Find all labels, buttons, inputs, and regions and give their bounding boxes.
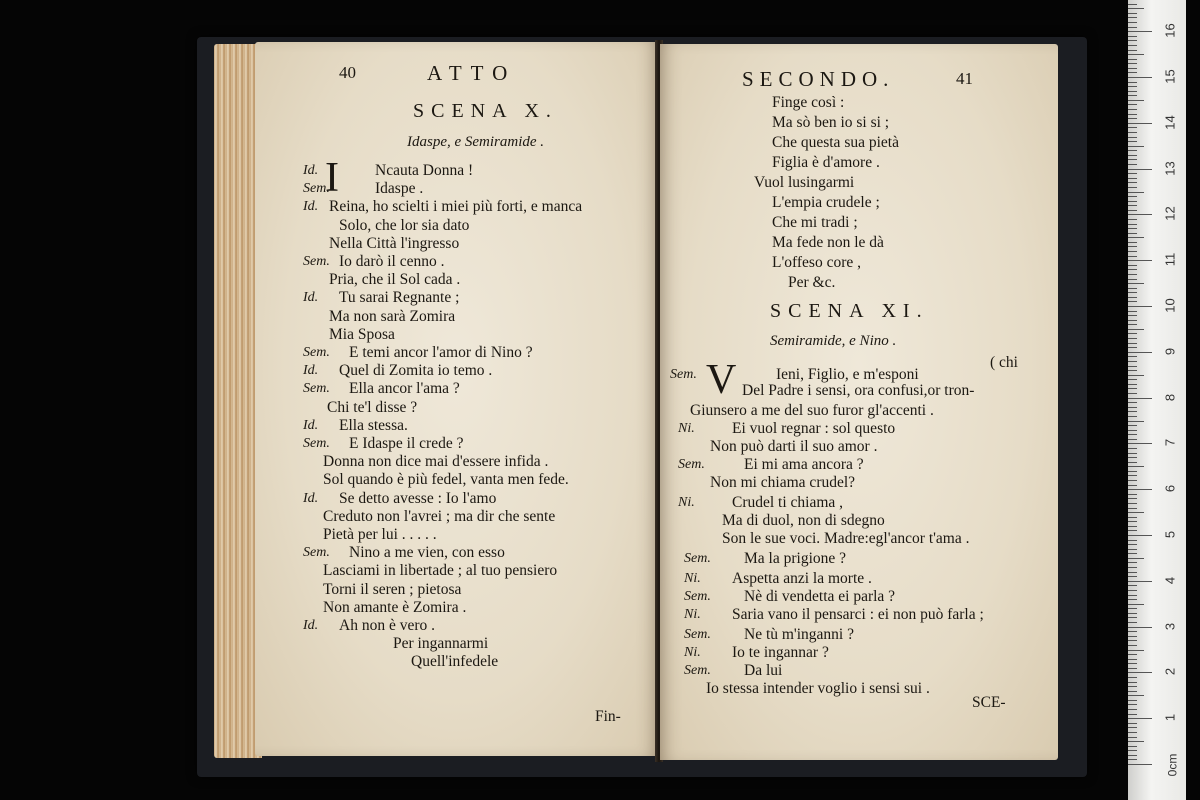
speaker-label: Ni. xyxy=(684,571,701,586)
ruler-tick xyxy=(1128,434,1137,435)
characters-right: Semiramide, e Nino . xyxy=(770,333,897,349)
ruler-tick xyxy=(1128,512,1144,513)
ruler-tick xyxy=(1128,581,1152,582)
ruler-tick xyxy=(1128,214,1152,215)
line-text: Reina, ho scielti i miei più forti, e manca xyxy=(329,198,583,216)
ruler-tick xyxy=(1128,622,1137,623)
catchword-right: SCE- xyxy=(972,694,1006,711)
scene-title-left: SCENA X. xyxy=(413,100,558,122)
ruler-tick xyxy=(1128,123,1152,124)
ruler-tick xyxy=(1128,205,1137,206)
ruler-tick xyxy=(1128,320,1137,321)
line-text: Io stessa intender voglio i sensi sui . xyxy=(706,680,930,697)
line-text: Io te ingannar ? xyxy=(732,644,829,661)
verse-line: Che questa sua pietà xyxy=(772,134,899,151)
line-text: Pria, che il Sol cada . xyxy=(329,271,461,289)
speaker-label: Sem. xyxy=(303,254,330,269)
scene-title-right: SCENA XI. xyxy=(770,300,929,322)
ruler-tick xyxy=(1128,695,1144,696)
ruler-tick xyxy=(1128,361,1137,362)
ruler-tick xyxy=(1128,72,1137,73)
speaker-label: Ni. xyxy=(678,421,695,436)
ruler-tick xyxy=(1128,343,1137,344)
ruler-tick xyxy=(1128,246,1137,247)
ruler-tick xyxy=(1128,613,1137,614)
verse-line: Vuol lusingarmi xyxy=(754,174,855,191)
characters-left: Idaspe, e Semiramide . xyxy=(407,134,545,150)
ruler-tick xyxy=(1128,118,1137,119)
ruler-tick xyxy=(1128,17,1137,18)
line-text: Idaspe . xyxy=(375,180,424,198)
verse-line: Figlia è d'amore . xyxy=(772,154,880,171)
ruler-tick xyxy=(1128,54,1144,55)
right-page xyxy=(660,44,1058,760)
line-text: Creduto non l'avrei ; ma dir che sente xyxy=(323,507,556,525)
speaker-label: Sem. xyxy=(684,627,711,642)
ruler-tick xyxy=(1128,704,1137,705)
ruler-tick xyxy=(1128,370,1137,371)
ruler-tick xyxy=(1128,182,1137,183)
speaker-label: Sem. xyxy=(670,367,697,382)
ruler-tick xyxy=(1128,741,1144,742)
verse-line: Ma fede non le dà xyxy=(772,234,884,251)
ruler-tick xyxy=(1128,178,1137,179)
ruler-tick xyxy=(1128,292,1137,293)
line-text: Non può darti il suo amor . xyxy=(710,438,878,455)
ruler-tick xyxy=(1128,288,1137,289)
line-text: Quell'infedele xyxy=(411,653,499,671)
ruler-tick xyxy=(1128,311,1137,312)
ruler-tick xyxy=(1128,617,1137,618)
line-text: Ncauta Donna ! xyxy=(375,162,474,179)
drop-cap-left: I xyxy=(325,155,339,201)
ruler-tick xyxy=(1128,700,1137,701)
ruler-tick xyxy=(1128,31,1152,32)
ruler-tick xyxy=(1128,164,1137,165)
line-text: Ella ancor l'ama ? xyxy=(349,380,460,398)
ruler-tick xyxy=(1128,45,1137,46)
ruler-tick xyxy=(1128,352,1152,353)
ruler-tick xyxy=(1128,95,1137,96)
ruler-tick xyxy=(1128,77,1152,78)
speaker-label: Sem. xyxy=(684,589,711,604)
ruler-tick xyxy=(1128,448,1137,449)
speaker-label: Sem. xyxy=(678,457,705,472)
ruler-tick xyxy=(1128,544,1137,545)
ruler-tick xyxy=(1128,686,1137,687)
speaker-label: Ni. xyxy=(684,607,701,622)
ruler-number: 11 xyxy=(1162,252,1178,267)
ruler-tick xyxy=(1128,283,1144,284)
line-text: Nino a me vien, con esso xyxy=(349,544,505,562)
page-number-left: 40 xyxy=(339,63,356,82)
ruler-tick xyxy=(1128,421,1144,422)
line-text: E Idaspe il crede ? xyxy=(349,435,464,452)
ruler-tick xyxy=(1128,4,1137,5)
ruler-tick xyxy=(1128,494,1137,495)
ruler-tick xyxy=(1128,196,1137,197)
speaker-label: Id. xyxy=(303,363,319,379)
line-text: Saria vano il pensarci : ei non può farla ; xyxy=(732,606,984,623)
ruler-tick xyxy=(1128,169,1152,170)
speaker-label: Sem. xyxy=(684,551,711,566)
ruler-tick xyxy=(1128,398,1152,399)
ruler-tick xyxy=(1128,315,1137,316)
line-text: Nè di vendetta ei parla ? xyxy=(744,588,896,605)
ruler-tick xyxy=(1128,604,1144,605)
ruler-tick xyxy=(1128,104,1137,105)
ruler-tick xyxy=(1128,572,1137,573)
ruler-tick xyxy=(1128,709,1137,710)
running-head-left: ATTO xyxy=(427,61,517,85)
ruler-tick xyxy=(1128,718,1152,719)
ruler-tick xyxy=(1128,324,1137,325)
verse-line: L'empia crudele ; xyxy=(772,194,880,211)
ruler-tick xyxy=(1128,150,1137,151)
ruler-tick xyxy=(1128,338,1137,339)
ruler-tick xyxy=(1128,269,1137,270)
ruler-tick xyxy=(1128,279,1137,280)
ruler-tick xyxy=(1128,508,1137,509)
ruler-tick xyxy=(1128,109,1137,110)
ruler-tick xyxy=(1128,132,1137,133)
line-text: Del Padre i sensi, ora confusi,or tron- xyxy=(742,382,975,399)
speaker-label: Sem. xyxy=(303,545,330,561)
ruler-tick xyxy=(1128,63,1137,64)
ruler-tick xyxy=(1128,301,1137,302)
ruler-tick xyxy=(1128,517,1137,518)
line-text: Ei vuol regnar : sol questo xyxy=(732,420,896,437)
line-text: Da lui xyxy=(744,662,783,679)
speaker-label: Id. xyxy=(303,163,319,178)
ruler-tick xyxy=(1128,210,1137,211)
ruler-tick xyxy=(1128,714,1137,715)
ruler-tick xyxy=(1128,723,1137,724)
ruler-number: 13 xyxy=(1162,160,1178,176)
line-text: Ne tù m'inganni ? xyxy=(744,626,854,643)
line-text: Ma non sarà Zomira xyxy=(329,307,456,325)
ruler-tick xyxy=(1128,82,1137,83)
ruler-number: 14 xyxy=(1162,115,1178,130)
ruler-number: 15 xyxy=(1162,69,1178,84)
drop-cap-right: V xyxy=(706,357,737,403)
line-text: Mia Sposa xyxy=(329,325,395,343)
measuring-ruler xyxy=(1128,0,1186,800)
ruler-number: 1 xyxy=(1162,714,1178,722)
speaker-label: Sem. xyxy=(303,381,330,397)
ruler-tick xyxy=(1128,659,1137,660)
ruler-number: 8 xyxy=(1162,393,1178,401)
ruler-tick xyxy=(1128,379,1137,380)
speaker-label: Sem. xyxy=(684,663,711,678)
ruler-tick xyxy=(1128,759,1137,760)
line-text: Solo, che lor sia dato xyxy=(339,216,470,234)
ruler-tick xyxy=(1128,137,1137,138)
ruler-tick xyxy=(1128,8,1144,9)
line-text: Tu sarai Regnante ; xyxy=(339,289,460,307)
ruler-number: 9 xyxy=(1162,347,1178,355)
ruler-tick xyxy=(1128,201,1137,202)
ruler-tick xyxy=(1128,224,1137,225)
ruler-tick xyxy=(1128,219,1137,220)
ruler-tick xyxy=(1128,453,1137,454)
line-text: Ah non è vero . xyxy=(339,617,435,634)
ruler-number: 3 xyxy=(1162,622,1178,630)
verse-line: Per &c. xyxy=(788,274,836,291)
line-text: Se detto avesse : Io l'amo xyxy=(339,489,497,507)
verse-line: Che mi tradi ; xyxy=(772,214,858,231)
ruler-tick xyxy=(1128,631,1137,632)
ruler-tick xyxy=(1128,498,1137,499)
ruler-tick xyxy=(1128,457,1137,458)
ruler-tick xyxy=(1128,402,1137,403)
speaker-label: Sem. xyxy=(303,181,330,197)
ruler-tick xyxy=(1128,764,1152,765)
speaker-label: Id. xyxy=(303,618,319,633)
line-text: E temi ancor l'amor di Nino ? xyxy=(349,344,533,361)
ruler-tick xyxy=(1128,36,1137,37)
ruler-tick xyxy=(1128,430,1137,431)
speaker-label: Id. xyxy=(303,490,319,506)
ruler-tick xyxy=(1128,347,1137,348)
ruler-tick xyxy=(1128,91,1137,92)
running-head-right: SECONDO. xyxy=(742,67,895,91)
ruler-tick xyxy=(1128,40,1137,41)
speaker-label: Ni. xyxy=(678,495,695,510)
ruler-tick xyxy=(1128,86,1137,87)
ruler-number: 7 xyxy=(1162,439,1178,447)
ruler-tick xyxy=(1128,727,1137,728)
line-text: ( chi xyxy=(990,354,1018,371)
ruler-tick xyxy=(1128,256,1137,257)
ruler-tick xyxy=(1128,333,1137,334)
ruler-tick xyxy=(1128,485,1137,486)
ruler-tick xyxy=(1128,746,1137,747)
line-text: Ieni, Figlio, e m'esponi xyxy=(776,366,919,383)
ruler-tick xyxy=(1128,471,1137,472)
line-text: Donna non dice mai d'essere infida . xyxy=(323,453,549,471)
ruler-tick xyxy=(1128,526,1137,527)
line-text: Non mi chiama crudel? xyxy=(710,474,856,491)
ruler-tick xyxy=(1128,306,1152,307)
ruler-tick xyxy=(1128,668,1137,669)
ruler-tick xyxy=(1128,50,1137,51)
left-page xyxy=(255,42,658,756)
line-text: Torni il seren ; pietosa xyxy=(323,580,462,598)
ruler-tick xyxy=(1128,173,1137,174)
ruler-tick xyxy=(1128,329,1144,330)
speaker-label: Id. xyxy=(303,199,319,215)
line-text: Ma la prigione ? xyxy=(744,550,847,567)
ruler-unit-label: 0cm xyxy=(1165,753,1180,777)
ruler-tick xyxy=(1128,375,1144,376)
ruler-tick xyxy=(1128,645,1137,646)
speaker-label: Sem. xyxy=(303,345,330,360)
ruler-tick xyxy=(1128,654,1137,655)
ruler-tick xyxy=(1128,59,1137,60)
ruler-tick xyxy=(1128,650,1144,651)
ruler-tick xyxy=(1128,732,1137,733)
ruler-tick xyxy=(1128,260,1152,261)
ruler-tick xyxy=(1128,691,1137,692)
ruler-tick xyxy=(1128,737,1137,738)
line-text: Pietà per lui . . . . . xyxy=(323,526,437,543)
ruler-tick xyxy=(1128,242,1137,243)
ruler-tick xyxy=(1128,127,1137,128)
speaker-label: Id. xyxy=(303,290,319,306)
ruler-tick xyxy=(1128,13,1137,14)
ruler-number: 5 xyxy=(1162,530,1178,539)
ruler-tick xyxy=(1128,274,1137,275)
ruler-tick xyxy=(1128,567,1137,568)
ruler-tick xyxy=(1128,393,1137,394)
line-text: Chi te'l disse ? xyxy=(327,398,418,416)
ruler-tick xyxy=(1128,535,1152,536)
ruler-tick xyxy=(1128,462,1137,463)
ruler-number: 10 xyxy=(1162,298,1178,313)
ruler-tick xyxy=(1128,540,1137,541)
speaker-label: Sem. xyxy=(303,436,330,451)
ruler-number: 16 xyxy=(1162,23,1178,38)
ruler-tick xyxy=(1128,68,1137,69)
ruler-tick xyxy=(1128,549,1137,550)
line-text: Per ingannarmi xyxy=(393,635,489,653)
ruler-tick xyxy=(1128,599,1137,600)
ruler-tick xyxy=(1128,155,1137,156)
line-text: Quel di Zomita io temo . xyxy=(339,362,493,380)
verse-line: Ma sò ben io si si ; xyxy=(772,114,890,131)
ruler-tick xyxy=(1128,530,1137,531)
line-text: Non amante è Zomira . xyxy=(323,598,467,616)
ruler-tick xyxy=(1128,576,1137,577)
ruler-tick xyxy=(1128,251,1137,252)
ruler-tick xyxy=(1128,585,1137,586)
speaker-label: Id. xyxy=(303,417,319,433)
ruler-tick xyxy=(1128,636,1137,637)
ruler-tick xyxy=(1128,608,1137,609)
line-text: Sol quando è più fedel, vanta men fede. xyxy=(323,471,569,489)
ruler-tick xyxy=(1128,233,1137,234)
ruler-tick xyxy=(1128,159,1137,160)
ruler-tick xyxy=(1128,489,1152,490)
ruler-tick xyxy=(1128,640,1137,641)
line-text: Ella stessa. xyxy=(339,416,408,434)
ruler-number: 2 xyxy=(1162,668,1178,676)
ruler-tick xyxy=(1128,416,1137,417)
line-text: Lasciami in libertade ; al tuo pensiero xyxy=(323,562,558,580)
ruler-tick xyxy=(1128,595,1137,596)
ruler-tick xyxy=(1128,682,1137,683)
speaker-label: Ni. xyxy=(684,645,701,660)
line-text: Ma di duol, non di sdegno xyxy=(722,512,885,529)
ruler-tick xyxy=(1128,411,1137,412)
page-number-right: 41 xyxy=(956,69,973,88)
ruler-tick xyxy=(1128,466,1144,467)
ruler-tick xyxy=(1128,521,1137,522)
ruler-tick xyxy=(1128,114,1137,115)
line-text: Giunsero a me del suo furor gl'accenti . xyxy=(690,402,934,419)
ruler-tick xyxy=(1128,366,1137,367)
ruler-tick xyxy=(1128,590,1137,591)
ruler-tick xyxy=(1128,480,1137,481)
ruler-number: 12 xyxy=(1162,206,1178,222)
ruler-tick xyxy=(1128,425,1137,426)
ruler-tick xyxy=(1128,388,1137,389)
line-text: Aspetta anzi la morte . xyxy=(732,570,872,587)
ruler-tick xyxy=(1128,503,1137,504)
ruler-tick xyxy=(1128,562,1137,563)
ruler-tick xyxy=(1128,22,1137,23)
line-text: Crudel ti chiama , xyxy=(732,494,844,511)
ruler-tick xyxy=(1128,265,1137,266)
verse-line: L'offeso core , xyxy=(772,254,862,271)
ruler-tick xyxy=(1128,356,1137,357)
ruler-tick xyxy=(1128,100,1144,101)
ruler-tick xyxy=(1128,141,1137,142)
line-text: Son le sue voci. Madre:egl'ancor t'ama . xyxy=(722,530,970,547)
line-text: Ei mi ama ancora ? xyxy=(744,456,864,473)
ruler-tick xyxy=(1128,439,1137,440)
ruler-number: 6 xyxy=(1162,485,1178,493)
ruler-tick xyxy=(1128,228,1137,229)
verse-line: Finge così : xyxy=(772,94,845,111)
ruler-tick xyxy=(1128,755,1137,756)
ruler-tick xyxy=(1128,407,1137,408)
ruler-tick xyxy=(1128,672,1152,673)
ruler-tick xyxy=(1128,146,1144,147)
line-text: Io darò il cenno . xyxy=(339,253,445,270)
ruler-tick xyxy=(1128,27,1137,28)
ruler-tick xyxy=(1128,750,1137,751)
ruler-tick xyxy=(1128,192,1144,193)
ruler-tick xyxy=(1128,663,1137,664)
ruler-tick xyxy=(1128,677,1137,678)
line-text: Nella Città l'ingresso xyxy=(329,234,460,252)
ruler-tick xyxy=(1128,237,1144,238)
ruler-tick xyxy=(1128,627,1152,628)
ruler-tick xyxy=(1128,187,1137,188)
ruler-tick xyxy=(1128,558,1144,559)
ruler-tick xyxy=(1128,384,1137,385)
ruler-tick xyxy=(1128,297,1137,298)
ruler-tick xyxy=(1128,553,1137,554)
ruler-tick xyxy=(1128,475,1137,476)
ruler-number: 4 xyxy=(1162,576,1178,584)
catchword-left: Fin- xyxy=(595,708,621,725)
ruler-tick xyxy=(1128,443,1152,444)
